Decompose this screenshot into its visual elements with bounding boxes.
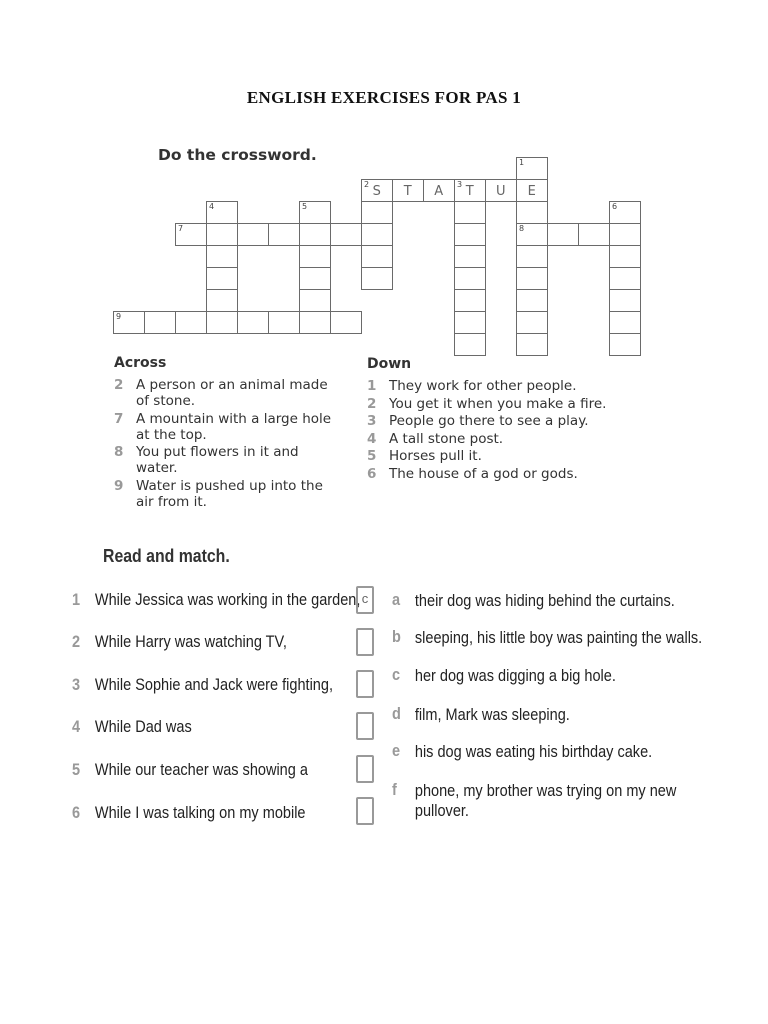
clue-down-6: 6 The house of a god or gods. [367, 465, 578, 482]
crossword-clue-number: 7 [178, 224, 184, 233]
crossword-cell[interactable] [175, 311, 207, 334]
crossword-cell[interactable] [113, 311, 145, 334]
match-item-2: 2 While Harry was watching TV, [72, 633, 287, 651]
crossword-clue-number: 6 [612, 202, 618, 211]
crossword-cell[interactable] [578, 223, 610, 246]
crossword-cell[interactable] [454, 223, 486, 246]
crossword-grid [0, 0, 768, 345]
crossword-cell[interactable] [361, 245, 393, 268]
crossword-cell[interactable] [237, 311, 269, 334]
match-item-5: 5 While our teacher was showing a [72, 761, 308, 779]
crossword-cell[interactable] [175, 223, 207, 246]
crossword-cell[interactable] [361, 223, 393, 246]
match-item-6: 6 While I was talking on my mobile [72, 804, 306, 822]
crossword-cell[interactable] [299, 201, 331, 224]
crossword-cell[interactable] [330, 311, 362, 334]
clue-down-2: 2 You get it when you make a fire. [367, 395, 607, 412]
across-clues [114, 355, 344, 511]
crossword-cell[interactable] [516, 223, 548, 246]
crossword-cell[interactable] [144, 311, 176, 334]
crossword-cell[interactable] [454, 179, 486, 202]
match-item-3: 3 While Sophie and Jack were fighting, [72, 676, 333, 694]
crossword-cell[interactable] [454, 201, 486, 224]
clue-across-8: 8 You put flowers in it and water. [114, 444, 299, 476]
crossword-letter: T [403, 184, 413, 199]
crossword-cell[interactable] [299, 311, 331, 334]
crossword-clue-number: 3 [457, 180, 463, 189]
crossword-cell[interactable] [206, 267, 238, 290]
answer-box-1[interactable]: c [356, 586, 374, 614]
answer-box-6[interactable] [356, 797, 374, 825]
match-option-a: a their dog was hiding behind the curtains. [392, 591, 675, 610]
clue-down-5: 5 Horses pull it. [367, 448, 482, 464]
crossword-clue-number: 2 [364, 180, 370, 189]
crossword-letter: T [465, 184, 475, 199]
match-option-d: d film, Mark was sleeping. [392, 705, 570, 724]
crossword-clue-number: 5 [302, 202, 308, 211]
crossword-letter: E [527, 184, 537, 199]
crossword-cell[interactable] [516, 245, 548, 268]
answer-box-3[interactable] [356, 670, 374, 698]
crossword-cell[interactable] [516, 157, 548, 180]
answer-box-5[interactable] [356, 755, 374, 783]
crossword-letter: A [434, 184, 444, 199]
crossword-cell[interactable] [609, 201, 641, 224]
down-heading: Down [367, 356, 412, 372]
crossword-cell[interactable] [268, 223, 300, 246]
crossword-cell[interactable] [609, 267, 641, 290]
crossword-cell[interactable] [516, 311, 548, 334]
crossword-heading: Do the crossword. [158, 146, 317, 164]
crossword-cell[interactable] [609, 289, 641, 312]
clue-down-1: 1 They work for other people. [367, 378, 577, 394]
crossword-cell[interactable] [392, 179, 424, 202]
page-title: ENGLISH EXERCISES FOR PAS 1 [246, 88, 522, 107]
crossword-clue-number: 8 [519, 224, 525, 233]
crossword-cell[interactable] [547, 223, 579, 246]
crossword-cell[interactable] [609, 223, 641, 246]
clue-across-9: 9 Water is pushed up into the air from it. [114, 477, 323, 510]
clue-across-7: 7 A mountain with a large hole at the top. [114, 410, 332, 443]
crossword-cell[interactable] [485, 179, 517, 202]
crossword-cell[interactable] [516, 179, 548, 202]
crossword-cell[interactable] [516, 289, 548, 312]
match-option-b: b sleeping, his little boy was painting the walls. [392, 628, 703, 647]
answer-box-2[interactable] [356, 628, 374, 656]
crossword-cell[interactable] [454, 333, 486, 356]
crossword-cell[interactable] [330, 223, 362, 246]
crossword-cell[interactable] [454, 267, 486, 290]
crossword-cell[interactable] [299, 245, 331, 268]
down-clues [367, 356, 667, 483]
clue-down-3: 3 People go there to see a play. [367, 413, 589, 429]
across-heading: Across [114, 355, 167, 371]
crossword-cell[interactable] [516, 333, 548, 356]
crossword-cell[interactable] [609, 333, 641, 356]
crossword-cell[interactable] [206, 289, 238, 312]
crossword-cell[interactable] [268, 311, 300, 334]
crossword-cell[interactable] [206, 245, 238, 268]
clue-down-4: 4 A tall stone post. [367, 430, 504, 447]
match-option-e: e his dog was eating his birthday cake. [392, 742, 653, 761]
answer-box-4[interactable] [356, 712, 374, 740]
match-item-1: 1 While Jessica was working in the garden, [72, 591, 361, 609]
crossword-clue-number: 4 [209, 202, 215, 211]
crossword-letter: S [372, 184, 382, 199]
crossword-cell[interactable] [361, 267, 393, 290]
crossword-cell[interactable] [361, 201, 393, 224]
crossword-cell[interactable] [454, 311, 486, 334]
crossword-cell[interactable] [454, 289, 486, 312]
crossword-clue-number: 1 [519, 158, 525, 167]
crossword-cell[interactable] [299, 267, 331, 290]
match-option-f: f phone, my brother was trying on my new pullover. [392, 781, 677, 820]
crossword-cell[interactable] [206, 311, 238, 334]
clue-across-2: 2 A person or an animal made of stone. [114, 377, 328, 409]
crossword-cell[interactable] [454, 245, 486, 268]
match-option-c: c her dog was digging a big hole. [392, 666, 616, 685]
read-match-heading: Read and match. [103, 546, 230, 566]
crossword-cell[interactable] [423, 179, 455, 202]
crossword-cell[interactable] [299, 289, 331, 312]
crossword-cell[interactable] [361, 179, 393, 202]
crossword-cell[interactable] [516, 201, 548, 224]
crossword-clue-number: 9 [116, 312, 122, 321]
crossword-cell[interactable] [516, 267, 548, 290]
crossword-cell[interactable] [609, 245, 641, 268]
crossword-cell[interactable] [299, 223, 331, 246]
match-item-4: 4 While Dad was [72, 718, 192, 736]
crossword-cell[interactable] [206, 201, 238, 224]
crossword-cell[interactable] [609, 311, 641, 334]
crossword-cell[interactable] [206, 223, 238, 246]
crossword-letter: U [495, 184, 506, 199]
crossword-cell[interactable] [237, 223, 269, 246]
